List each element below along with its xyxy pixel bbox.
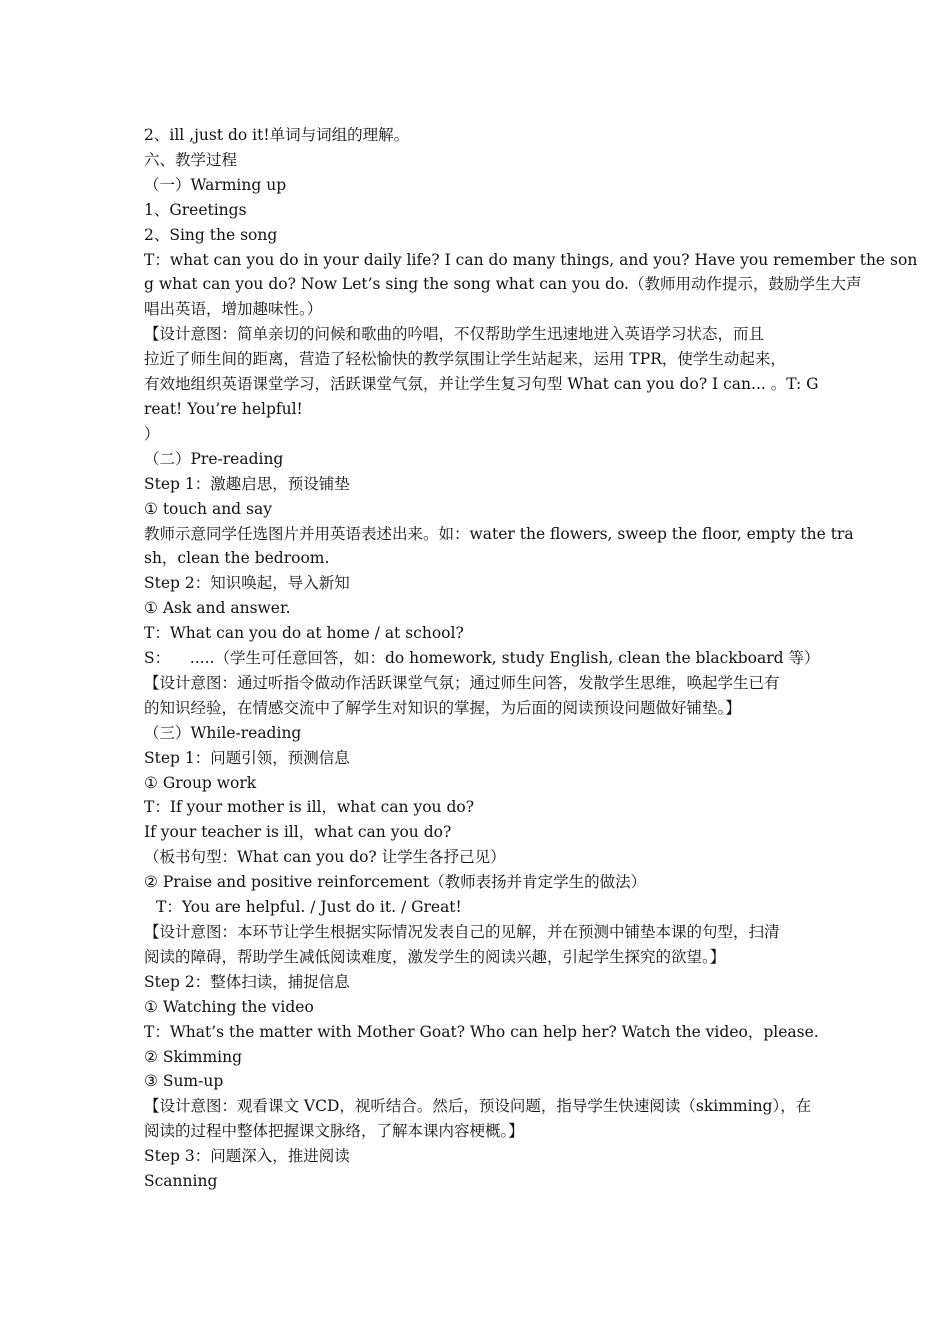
text-line: 1、Greetings: [144, 200, 247, 219]
design-intent-line: 阅读的障碍，帮助学生减低阅读难度，激发学生的阅读兴趣，引起学生探究的欲望。】: [144, 947, 726, 966]
step-heading: Step 2：知识唤起，导入新知: [144, 574, 350, 593]
subsection-heading: （三）While-reading: [144, 723, 302, 742]
text-line: ③ Sum-up: [144, 1072, 224, 1091]
text-line: S： .....（学生可任意回答，如：do homework, study English, clean the blackboard 等）: [144, 649, 820, 668]
text-line: 2、ill ,just do it!单词与词组的理解。: [144, 126, 410, 144]
text-line: ① Ask and answer.: [144, 599, 291, 618]
text-line: 唱出英语，增加趣味性。）: [144, 300, 323, 319]
design-intent-line: 【设计意图：观看课文 VCD，视听结合。然后，预设问题，指导学生快速阅读（skimming），在: [144, 1097, 812, 1116]
text-line: ）: [144, 424, 160, 443]
step-heading: Step 3：问题深入，推进阅读: [144, 1147, 350, 1166]
text-line: 教师示意同学任选图片并用英语表述出来。如：water the flowers, sweep the floor, empty the tra: [144, 524, 854, 543]
design-intent-line: 的知识经验，在情感交流中了解学生对知识的掌握，为后面的阅读预设问题做好铺垫。】: [144, 698, 741, 717]
text-line: Scanning: [144, 1172, 218, 1191]
text-line: T：If your mother is ill，what can you do?: [144, 798, 475, 817]
text-line: ① Group work: [144, 773, 257, 792]
design-intent-line: reat! You’re helpful!: [144, 399, 303, 418]
text-line: ② Skimming: [144, 1047, 243, 1066]
step-heading: Step 1：问题引领，预测信息: [144, 748, 350, 767]
text-line: T：What’s the matter with Mother Goat? Who can help her? Watch the video，please.: [144, 1022, 819, 1041]
text-line: g what can you do? Now Let’s sing the song what can you do.（教师用动作提示，鼓励学生大声: [144, 275, 862, 294]
subsection-heading: （二）Pre-reading: [144, 449, 284, 468]
text-line: ① Watching the video: [144, 997, 314, 1016]
text-line: ① touch and say: [144, 499, 272, 518]
text-line: T：what can you do in your daily life? I can do many things, and you? Have you remember the son: [144, 250, 918, 269]
text-line: ② Praise and positive reinforcement（教师表扬并肯定学生的做法）: [144, 873, 647, 892]
text-line: sh，clean the bedroom.: [144, 549, 330, 568]
document-page: [144, 123, 918, 1194]
design-intent-line: 【设计意图：通过听指令做动作活跃课堂气氛；通过师生问答，发散学生思维，唤起学生已有: [144, 673, 780, 692]
step-heading: Step 1：激趣启思，预设铺垫: [144, 474, 350, 493]
design-intent-line: 【设计意图：本环节让学生根据实际情况发表自己的见解，并在预测中铺垫本课的句型，扫清: [144, 923, 780, 941]
design-intent-line: 拉近了师生间的距离，营造了轻松愉快的教学氛围让学生站起来，运用 TPR，使学生动起来，: [144, 350, 786, 369]
design-intent-line: 阅读的过程中整体把握课文脉络，了解本课内容梗概。】: [144, 1122, 524, 1141]
text-line: If your teacher is ill，what can you do?: [144, 823, 452, 842]
design-intent-line: 【设计意图：简单亲切的问候和歌曲的吟唱，不仅帮助学生迅速地进入英语学习状态，而且: [144, 325, 765, 344]
text-line: （板书句型：What can you do? 让学生各抒己见）: [144, 848, 506, 867]
step-heading: Step 2：整体扫读，捕捉信息: [144, 972, 350, 991]
section-heading: 六、教学过程: [144, 150, 238, 169]
text-line: T：You are helpful. / Just do it. / Great!: [156, 898, 462, 917]
design-intent-line: 有效地组织英语课堂学习，活跃课堂气氛，并让学生复习句型 What can you do? I can... 。T: G: [144, 375, 819, 394]
text-line: T：What can you do at home / at school?: [144, 624, 464, 643]
subsection-heading: （一）Warming up: [144, 175, 287, 194]
text-line: 2、Sing the song: [144, 225, 278, 244]
